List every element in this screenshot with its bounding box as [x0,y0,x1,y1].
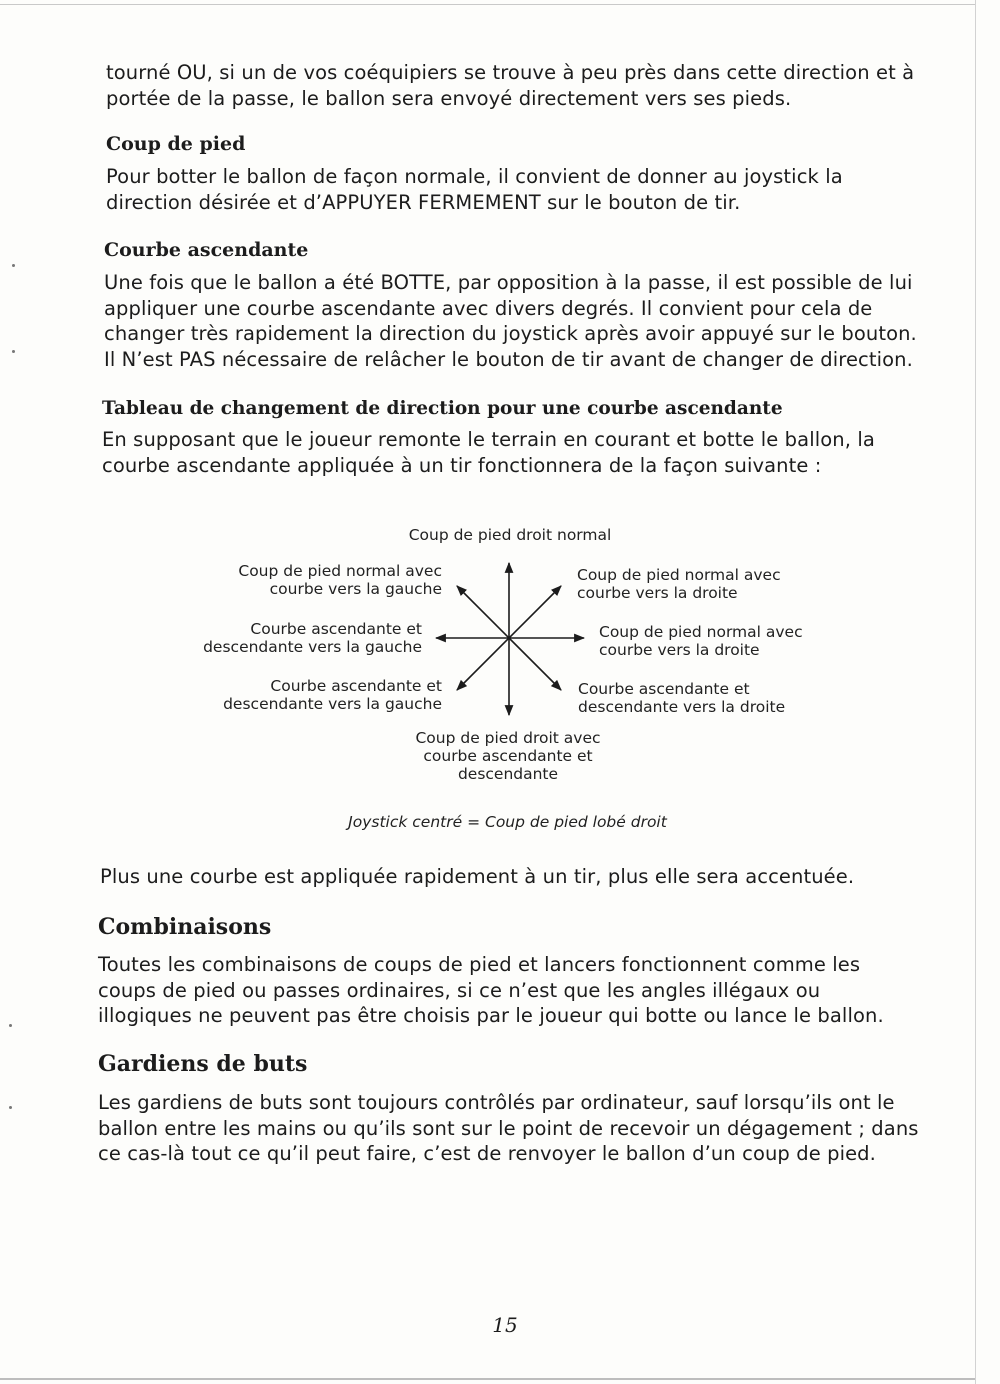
label-down: Coup de pied droit avec courbe ascendante et descendante [415,729,601,783]
label-down-right: Courbe ascendante et descendante vers la droite [578,680,786,716]
arrow-down-right [509,638,561,690]
paragraph-coup-de-pied: Pour botter le ballon de façon normale, il convient de donner au joystick la direction désirée et d’APPUYER FERMEMENT sur le bouton de tir. [106,165,843,214]
intro-paragraph: tourné OU, si un de vos coéquipiers se trouve à peu près dans cette direction et à portée de la passe, le ballon sera envoyé directement vers ses pieds. [106,61,915,110]
heading-courbe-ascendante: Courbe ascendante [104,239,309,261]
heading-coup-de-pied: Coup de pied [106,133,246,155]
diagram-caption: Joystick centré = Coup de pied lobé droit [348,813,667,831]
page-number: 15 [492,1313,518,1337]
label-right: Coup de pied normal avec courbe vers la droite [599,623,803,659]
paragraph-courbe-ascendante: Une fois que le ballon a été BOTTE, par opposition à la passe, il est possible de lui appliquer une courbe ascendante avec divers degrés. Il convient pour cela de changer très rapidement la direction du joystick après avoir appuyé sur le bouton. Il N’est PAS nécessaire de relâcher le bouton de tir avant de changer de direction. [104,271,917,371]
label-up: Coup de pied droit normal [408,526,612,544]
label-left: Courbe ascendante et descendante vers la gauche [203,620,422,656]
label-up-left: Coup de pied normal avec courbe vers la gauche [238,562,442,598]
heading-tableau: Tableau de changement de direction pour une courbe ascendante [102,398,783,419]
label-up-right: Coup de pied normal avec courbe vers la droite [577,566,781,602]
heading-combinaisons: Combinaisons [98,914,272,940]
paragraph-gardiens: Les gardiens de buts sont toujours contrôlés par ordinateur, sauf lorsqu’ils ont le ballon entre les mains ou qu’ils sont sur le point de recevoir un dégagement ; dans ce cas-là tout ce qu’il peut faire, c’est de renvoyer le ballon d’un coup de pied. [98,1091,919,1165]
heading-gardiens: Gardiens de buts [98,1051,308,1077]
arrow-up-left [457,586,509,638]
label-down-left: Courbe ascendante et descendante vers la gauche [223,677,442,713]
paragraph-combinaisons: Toutes les combinaisons de coups de pied et lancers fonctionnent comme les coups de pied ou passes ordinaires, si ce n’est que les angles illégaux ou illogiques ne peuvent pas être choisis par le joueur qui botte ou lance le ballon. [98,953,884,1027]
paragraph-after-diagram: Plus une courbe est appliquée rapidement à un tir, plus elle sera accentuée. [100,865,855,888]
paragraph-tableau: En supposant que le joueur remonte le terrain en courant et botte le ballon, la courbe ascendante appliquée à un tir fonctionnera de la façon suivante : [102,428,875,477]
arrow-down-left [457,638,509,690]
arrow-up-right [509,586,561,638]
